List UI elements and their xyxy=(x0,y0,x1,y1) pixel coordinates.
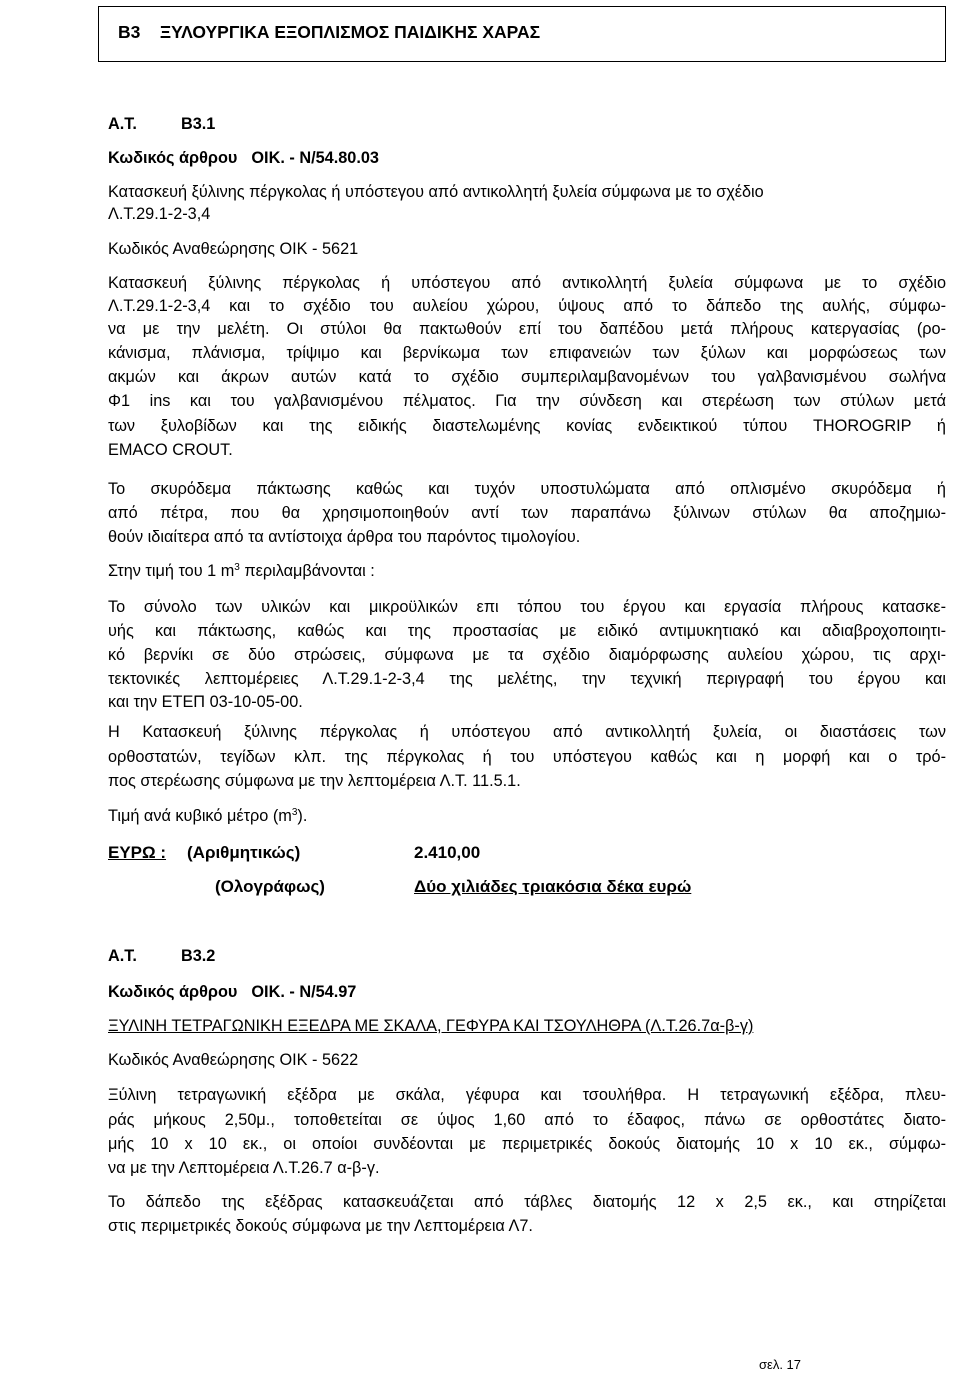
at-label: Α.Τ. xyxy=(108,947,137,965)
unit-text-end: ). xyxy=(297,807,308,825)
text-line: Το σύνολο των υλικών και μικροϋλικών επι τόπου του έργου και εργασία πλήρους κατασκε- xyxy=(108,598,946,616)
article-1-code-row xyxy=(108,148,379,168)
text-line: στις περιμετρικές δοκούς σύμφωνα με την Λεπτομέρεια Λ7. xyxy=(108,1217,533,1235)
page-number: σελ. 17 xyxy=(759,1357,802,1372)
article-1-title-line-1: Κατασκευή ξύλινης πέργκολας ή υπόστεγου από αντικολλητή ξυλεία σύμφωνα με το σχέδιο xyxy=(108,183,764,201)
text-line: από πέτρα, που θα χρησιμοποιηθούν αντί των παραπάνω ξύλινων στύλων θα αποζημιω- xyxy=(108,504,946,522)
includes-heading xyxy=(108,561,375,581)
article-1-title-line-2: Λ.Τ.29.1-2-3,4 xyxy=(108,205,211,223)
at-value: Β3.2 xyxy=(180,947,216,965)
text-line: ορθοστατών, τεγίδων κλπ. της πέργκολας ή του υπόστεγου καθώς και η μορφή και ο τρό- xyxy=(108,748,946,766)
text-line: Λ.Τ.29.1-2-3,4 και το σχέδιο του αυλείου χώρου, ύψους από το δάπεδο της αυλής, σύμφω- xyxy=(108,297,946,315)
text-line: να με την μελέτη. Οι στύλοι θα πακτωθούν επί του δαπέδου μετά πλήρους κατεργασίας (ρο- xyxy=(108,320,946,338)
article-2-revision: Κωδικός Αναθεώρησης ΟΙΚ - 5622 xyxy=(108,1051,359,1069)
code-label: Κωδικός άρθρου xyxy=(108,149,238,167)
includes-superscript: 3 xyxy=(234,562,240,573)
text-line: EMACO CROUT. xyxy=(108,441,233,459)
text-line: θούν ιδιαίτερα από τα αντίστοιχα άρθρα του παρόντος τιμολογίου. xyxy=(108,528,581,546)
text-line: Φ1 ins και του γαλβανισμένου πέλματος. Για την σύνδεση και στερέωση των στύλων μετά xyxy=(108,392,946,410)
text-line: ακμών και άκρων αυτών κατά το σχέδιο συμπεριλαμβανομένων του γαλβανισμένου σωλήνα xyxy=(108,368,946,386)
text-line: Ξύλινη τετραγωνική εξέδρα με σκάλα, γέφυρα και τσουλήθρα. Η τετραγωνική εξέδρα, πλευ- xyxy=(108,1086,946,1104)
words-label: (Ολογράφως) xyxy=(215,877,325,896)
unit-price-line xyxy=(108,806,307,826)
code-value: ΟΙΚ. - Ν/54.80.03 xyxy=(251,149,379,167)
unit-superscript: 3 xyxy=(291,807,298,818)
section-header-box xyxy=(98,6,946,62)
text-line: Η Κατασκευή ξύλινης πέργκολας ή υπόστεγου από αντικολλητή ξυλεία, οι διαστάσεις των xyxy=(108,723,946,741)
text-line: πος στερέωσης σύμφωνα με την λεπτομέρεια Λ.Τ. 11.5.1. xyxy=(108,772,521,790)
text-line: Το σκυρόδεμα πάκτωσης καθώς και τυχόν υποστυλώματα από οπλισμένο σκυρόδεμα ή xyxy=(108,480,946,498)
article-1-at-row xyxy=(108,114,215,134)
text-line: υής και πάκτωσης, καθώς και της προστασίας με ειδικό αντιμυκητιακό και αδιαβροχοποιητι- xyxy=(108,622,946,640)
article-2-title: ΞΥΛΙΝΗ ΤΕΤΡΑΓΩΝΙΚΗ ΕΞΕΔΡΑ ΜΕ ΣΚΑΛΑ, ΓΕΦΥΡΑ ΚΑΙ ΤΣΟΥΛΗΘΡΑ (Λ.Τ.26.7α-β-γ) xyxy=(108,1017,754,1035)
text-line: κό βερνίκι σε δύο στρώσεις, σύμφωνα με τα σχέδιο διαμόρφωσης αυλείου χώρου, τις αρχι- xyxy=(108,646,946,664)
text-line: και την ΕΤΕΠ 03-10-05-00. xyxy=(108,693,303,711)
section-title: B3 ΞΥΛΟΥΡΓΙΚΑ ΕΞΟΠΛΙΣΜΟΣ ΠΑΙΔΙΚΗΣ ΧΑΡΑΣ xyxy=(118,22,541,42)
text-line: ράς μήκους 2,50μ., τοποθετείται σε ύψος 1,60 από το έδαφος, πάνω σε ορθοστάτες διατο- xyxy=(108,1111,946,1129)
text-line: των ξυλοβίδων και της ειδικής διαστελωμένης κονίας ενδεικτικού τύπου THOROGRIP ή xyxy=(108,417,946,435)
at-value: Β3.1 xyxy=(180,115,216,133)
article-2-at-row xyxy=(108,946,215,966)
text-line: κάνισμα, πλάνισμα, τρίψιμο και βερνίκωμα των επιφανειών των ξύλων και μορφώσεως των xyxy=(108,344,946,362)
unit-text: Τιμή ανά κυβικό μέτρο (m xyxy=(108,807,292,825)
code-value: ΟΙΚ. - Ν/54.97 xyxy=(251,983,357,1001)
at-label: Α.Τ. xyxy=(108,115,137,133)
words-value: Δύο χιλιάδες τριακόσια δέκα ευρώ xyxy=(414,877,692,896)
includes-text-end: περιλαμβάνονται : xyxy=(239,562,375,580)
code-label: Κωδικός άρθρου xyxy=(108,983,238,1001)
text-line: Κατασκευή ξύλινης πέργκολας ή υπόστεγου από αντικολλητή ξυλεία σύμφωνα με το σχέδιο xyxy=(108,274,946,292)
text-line: μής 10 x 10 εκ., οι οποίοι συνδέονται με περιμετρικές δοκούς διατομής 10 x 10 εκ., σύμφω- xyxy=(108,1135,946,1153)
includes-text: Στην τιμή του 1 m xyxy=(108,562,235,580)
article-2-code-row xyxy=(108,982,356,1002)
numeric-label: (Αριθμητικώς) xyxy=(187,843,301,862)
text-line: τεκτονικές λεπτομέρειες Λ.Τ.29.1-2-3,4 της μελέτης, την τεχνική περιγραφή του έργου και xyxy=(108,670,946,688)
text-line: να με την Λεπτομέρεια Λ.Τ.26.7 α-β-γ. xyxy=(108,1159,380,1177)
text-line: Το δάπεδο της εξέδρας κατασκευάζεται από τάβλες διατομής 12 x 2,5 εκ., και στηρίζεται xyxy=(108,1193,946,1211)
numeric-value: 2.410,00 xyxy=(414,843,481,862)
article-1-revision: Κωδικός Αναθεώρησης ΟΙΚ - 5621 xyxy=(108,240,359,258)
price-numeric-row xyxy=(108,843,481,863)
euro-label: ΕΥΡΩ : xyxy=(108,843,167,862)
